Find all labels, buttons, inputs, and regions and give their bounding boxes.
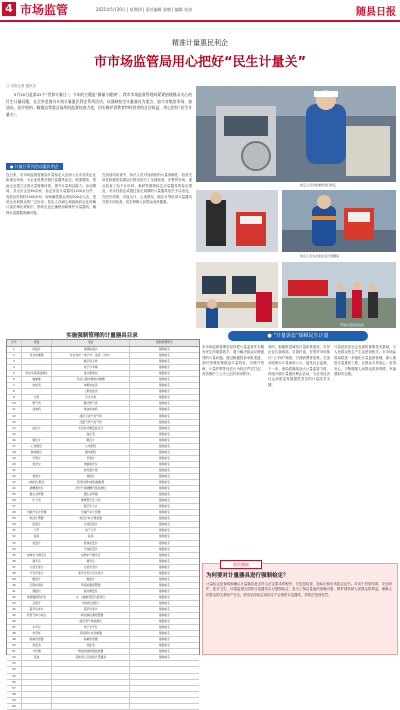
table-cell: 32 [7,534,22,539]
table-cell: 强制检定 [158,576,171,581]
table-cell: 动态公路车辆自动衡器 [52,377,130,382]
column-header: 序号 [7,340,22,346]
table-cell: 56 [7,680,22,685]
table-cell: 57 [7,686,22,691]
table-cell [52,698,130,703]
table-cell [22,667,53,672]
table-cell: 数字指示秤 [52,359,130,364]
table-cell: 26 [7,498,22,503]
table-cell: 电能表 [22,383,53,388]
table-cell [22,414,53,419]
table-cell: 强制检定 [158,510,171,515]
table-cell: 40 [7,583,22,588]
table-cell: 电子水平仪 [52,625,130,630]
photo-publicity [282,262,396,328]
table-cell: 强制检定 [158,649,171,654]
table-cell: 砝码 [22,534,53,539]
table-cell: 50 [7,643,22,648]
table-cell: 14 [7,426,22,431]
table-cell: 称重传感器 [52,637,130,642]
article-kicker: 精准计量惠民利企 [172,39,228,47]
article-column-4: 同时，积极推进诚信计量体系建设，引导企业自我承诺、自我约束，在集贸市场推行“公平秤”制度，方便消费者复核；在加油站推行计量承诺公示，接受社会监督。下一步，该局将继续加大计量监管力度，持续开展计量惠民利企活动，为全市经济社会高质量发展提供坚实的计量技术支撑。 [268,345,330,387]
table-cell [22,365,53,370]
table-cell: 28 [7,510,22,515]
table-cell [52,680,130,685]
table-cell: 强制检定 [158,558,171,563]
table-cell: 27 [7,504,22,509]
subhead-lawsuit: ● “计量诉讼”保障民生计量 [228,331,368,341]
table-cell: 火焰光度计 [52,565,130,570]
table-cell [52,674,130,679]
article-column-3: 市市场监督管理局坚持把计量监管作为服务民生的重要抓手，着力解决群众反映强烈的计量问题。通过畅通投诉举报渠道，及时受理处理群众计量投诉，对缺斤短两、计量作弊等违法行为依法严厉打击，有效维护了公平公正的市场秩序。 [202,345,264,377]
table-cell: 31 [7,528,22,533]
table-cell: 强制检定 [158,449,171,454]
article-byline: □ 本报记者 通讯员 [6,84,37,88]
table-cell: 有害气体分析仪 [22,613,53,618]
date-line: 2021年5月20日 | 星期四 | 责任编辑 张朝 | 编辑 宋涛 [96,7,193,12]
table-cell: 强制检定 [158,516,171,521]
table-title: 实施强制管理的计量器具目录 [66,333,138,339]
table-cell: 密度计 [22,522,53,527]
table-cell: 强制检定 [158,473,171,478]
table-cell: 强制检定 [158,552,171,557]
table-cell: 17 [7,444,22,449]
table-cell: 血压计 [22,426,53,431]
table-body [7,347,199,710]
table-cell: X射线诊断仪 [22,480,53,485]
table-cell: 膜式燃气表 [52,401,130,406]
table-cell: 电话计时计费装置 [52,516,130,521]
table-cell [22,504,53,509]
table-cell: 6 [7,377,22,382]
table-cell: 血压表 [52,432,130,437]
table-cell: 焦度计 [22,474,53,479]
table-cell: 超声功率计 [52,607,130,612]
table-cell [130,698,199,703]
table-cell: 47 [7,625,22,630]
table-cell: 21 [7,468,22,473]
table-cell: 电子天平 [52,528,130,533]
table-cell [22,468,53,473]
table-cell [52,667,130,672]
table-cell: 58 [7,692,22,697]
table-cell: 酒精测试仪 [22,486,53,491]
table-cell [22,619,53,624]
table-cell: 燃油加油机税控装置 [52,649,130,654]
table-cell: 强制检定 [158,467,171,472]
table-cell: 硫化氢气体检测仪 [52,619,130,624]
table-cell: 数字压力计 [52,504,130,509]
table-cell: 强制检定 [158,582,171,587]
photo-caption-2: 检定人员为企业检定计量器具 [300,254,340,258]
table-cell: 强制检定 [158,486,171,491]
newspaper-logo: 随县日报 [356,7,396,18]
table-cell: 热能表 [52,643,130,648]
table-cell: 强制检定 [158,570,171,575]
instruments-table [6,339,200,708]
table-cell: 声级计 [22,456,53,461]
table-cell: 弹簧管式压力表 [52,498,130,503]
table-cell: 23 [7,480,22,485]
table-cell: 22 [7,474,22,479]
table-cell: 强制检定 [158,437,171,442]
article-headline: 市市场监管局用心把好“民生计量关” [93,55,307,70]
table-cell: 强制检定 [158,371,171,376]
table-cell: 单相电能表 [52,383,130,388]
table-cell: 出租汽车计价器 [52,510,130,515]
table-cell: 砝码 [52,534,130,539]
table-cell: 1 [7,347,22,352]
table-cell: 34 [7,547,22,552]
section-title: 市场监管 [20,3,69,17]
table-cell: 电脑验光仪 [52,462,130,467]
table-cell: 三相电能表 [52,389,130,394]
table-cell: 电话计费器 [22,516,53,521]
table-cell: 水表 [22,395,53,400]
table-cell: 其他 [22,655,53,660]
related-link-title: 为何要对计量器具进行强制检定？ [206,573,289,579]
table-cell [52,692,130,697]
table-cell: 压缩天然气加气机 [52,420,130,425]
article-column-5: 计量是经济社会发展的重要技术基础，与人民群众的生产生活密切相关。市市场监管局将进一步强化计量监督管理，深入推进计量惠民工程，让群众买得放心、用得安心，不断增强人民群众的获得感、幸福感和安全感。 [334,345,396,377]
table-cell: 压力表 [22,498,53,503]
worker-photo-image [282,190,396,252]
table-cell: 酸度计 [52,577,130,582]
table-cell: 5 [7,371,22,376]
table-cell: 液体流量计 [52,541,130,546]
table-cell: 49 [7,637,22,642]
table-cell: 强制检定 [158,637,171,642]
table-cell: 非自动秤（电子秤、案秤、台秤） [52,353,130,358]
table-cell: 强制检定 [158,625,171,630]
table-cell [22,661,53,666]
table-cell: 甲烷检测报警器 [52,583,130,588]
column-header: 强制管理形式 [156,340,173,344]
table-cell: 强制检定 [158,359,171,364]
table-cell: 燃气表 [22,401,53,406]
table-cell: 脑电图仪 [52,450,130,455]
table-cell [22,547,53,552]
table-cell: 2 [7,353,22,358]
table-cell: 一氧化碳检测报警器 [52,613,130,618]
photo-fuel-dispenser [196,86,396,182]
table-cell: 强制检定 [158,492,171,497]
related-link-text: 计量检定是查明和确认计量器具是否符合法定要求的程序，它包括检查、加标记和出具检定证书。对用于贸易结算、安全防护、医疗卫生、环境监测方面的计量器具实行强制检定，是为了保证量值的准确可靠，维护国家和人民群众的利益，保障人民群众的生命财产安全。使用未经检定或检定不合格的计量器具，将依法受到处罚。 [206,582,392,597]
table-cell [22,389,53,394]
table-cell: 计价器 [22,649,53,654]
table-cell [130,674,199,679]
table-cell: 强制检定 [158,353,171,358]
table-cell: 30 [7,522,22,527]
table-cell: 11 [7,407,22,412]
table-cell: 强制检定 [158,504,171,509]
table-cell: 29 [7,516,22,521]
table-cell: 强制检定 [158,401,171,406]
table-cell: 酸度计 [22,577,53,582]
table-cell [22,680,53,685]
table-cell: 心电图仪 [22,444,53,449]
table-cell: 25 [7,492,22,497]
table-cell: 36 [7,559,22,564]
table-cell: 电子汽车衡 [52,365,130,370]
table-cell: 眼压计 [22,438,53,443]
table-cell: 谷物水分测定仪 [22,553,53,558]
column-header: 类别 [22,340,53,346]
table-cell: 38 [7,571,22,576]
table-cell: 验光仪 [22,462,53,467]
table-cell: 强制检定 [158,655,171,660]
table-cell: 16 [7,438,22,443]
table-cell: 非自动衡器 [22,353,53,358]
lead-paragraph: 5月20日是第22个“世界计量日”。今年的主题是“测量与健康”。我市市场监督管理局紧紧围绕群众关心的民生计量问题，在全市范围内开展计量惠民利企系列活动，以强制检定计量器具为重点，加大对集贸市场、加油站、医疗机构、眼镜店等重点场所的监督检查力度，切实维护消费者和经营者的合法权益，用心把好“民生计量关”。 [6,92,192,117]
table-cell: 焦度计 [52,474,130,479]
table-cell: 玻璃体温计 [52,347,130,352]
table-cell [22,420,53,425]
photo-office [196,262,278,328]
table-cell: 活度计 [22,601,53,606]
table-cell: 燃油加油机 [52,407,130,412]
table-cell [130,680,199,685]
table-cell: 超声功率计 [22,607,53,612]
table-cell: 强制检定 [158,594,171,599]
table-cell: 强制检定 [158,522,171,527]
table-cell: 强制检定 [158,480,171,485]
fuel-dispenser-photo-image [196,86,396,182]
table-cell: 44 [7,607,22,612]
table-cell [130,667,199,672]
table-cell: 强制检定 [158,619,171,624]
table-cell: 强制检定 [158,425,171,430]
table-cell: 强制检定 [158,607,171,612]
section-number: 4 [2,2,16,16]
table-cell: 强制检定 [158,377,171,382]
table-cell: 呼出气体酒精含量检测仪 [52,486,130,491]
table-cell: 43 [7,601,22,606]
table-cell: 心电图仪 [52,444,130,449]
table-cell: 体温计 [22,347,53,352]
table-cell: 强制检定 [158,395,171,400]
table-cell: 水平仪 [22,625,53,630]
table-cell: 强制检定 [158,419,171,424]
table-cell: 连续累计自动衡器 [52,631,130,636]
table-header-row [7,340,199,347]
photo-caption-3: 开展计量宣传活动 [340,323,365,327]
article-column-1: 连日来，市市场监督管理局计量检定人员深入全市各类企业和重点场所，为企业免费开展计量器具检定、校准服务，帮助企业建立完善计量管理体系，提升计量保证能力。活动期间，共走访企业60余家，检定各类计量器具1200余台件，发放宣传资料3000余份，现场解答群众咨询200余人次，受到企业和群众的广泛好评。检定人员耐心细致地向企业讲解计量法律法规知识，指导企业正确使用和维护计量器具，确保计量数据准确可靠。 [6,173,96,215]
table-cell: 19 [7,456,22,461]
table-cell: 强制检定 [158,389,171,394]
table-cell: 54 [7,667,22,672]
table-cell: 37 [7,565,22,570]
table-cell: 强制检定 [158,461,171,466]
table-cell: 强制检定 [158,455,171,460]
photo-inspection [196,190,278,252]
table-cell: 45 [7,613,22,618]
table-cell: 强制检定 [158,528,171,533]
table-cell: 24 [7,486,22,491]
photo-caption-1: 检定人员对加油机进行检定 [300,183,337,187]
office-photo-image [196,262,278,328]
table-cell: 石油密度计 [52,522,130,527]
table-cell: 强制检定 [158,413,171,418]
table-cell: 8 [7,389,22,394]
table-cell: 振动测量仪 [52,589,130,594]
table-cell: 13 [7,420,22,425]
table-cell: 紫外可见分光光度计 [52,571,130,576]
table-cell: 7 [7,383,22,388]
table-cell: 强制检定 [158,588,171,593]
table-cell: 强制检定 [158,534,171,539]
table-cell [22,359,53,364]
table-cell: 出租汽车计价器 [22,510,53,515]
table-cell: 测振仪 [22,589,53,594]
photo-worker [282,190,396,252]
table-cell: 52 [7,655,22,660]
table-cell: 液化石油气加气机 [52,414,130,419]
table-cell: 12 [7,414,22,419]
publicity-photo-image [282,262,396,328]
table-cell: 53 [7,661,22,666]
table-cell [22,674,53,679]
table-cell: 20 [7,462,22,467]
table-row [7,704,199,710]
column-header: 项目 [52,340,130,346]
table-cell: 强制检定 [158,643,171,648]
table-cell: 测汞仪 [52,559,130,564]
table-cell: 3 [7,359,22,364]
table-cell: 强制检定 [158,564,171,569]
table-cell: 强制检定 [158,600,171,605]
table-cell: 59 [7,698,22,703]
table-cell: 雷达测速仪 [52,371,130,376]
table-cell [22,698,53,703]
table-cell: 火焰光度计 [22,565,53,570]
table-cell: 强制检定 [158,383,171,388]
table-cell: 瓦斯检测仪 [22,583,53,588]
table-cell [52,661,130,666]
table-cell [22,432,53,437]
page-header [0,0,400,22]
table-cell: 脑电图仪 [22,450,53,455]
table-cell: 55 [7,674,22,679]
table-cell: 60 [7,704,22,709]
table-cell: 强制检定 [158,431,171,436]
table-cell: 气体流量计 [52,547,130,552]
subhead-activities: ● 计量日系列活动惠民利企 [6,163,63,170]
table-cell: 放射性活度计 [52,601,130,606]
table-cell: 其他列入目录的计量器具 [52,655,130,660]
table-cell: 天平 [22,528,53,533]
table-cell [22,692,53,697]
table-cell: 烟尘采样器 [52,492,130,497]
table-cell: 33 [7,541,22,546]
table-cell: 分光光度计 [22,571,53,576]
table-cell: 热量表 [22,643,53,648]
table-cell: 42 [7,595,22,600]
table-cell [52,686,130,691]
table-cell [22,686,53,691]
table-cell: 强制检定 [158,613,171,618]
table-cell [130,692,199,697]
table-cell: 机动车超速监测仪 [22,371,53,376]
table-cell: 18 [7,450,22,455]
table-cell: 皮带秤 [22,631,53,636]
table-cell [22,704,53,709]
table-cell: 强制检定 [158,365,171,370]
table-cell: 强制检定 [158,443,171,448]
table-cell: 称重传感器 [22,637,53,642]
table-cell: 无创自动测量血压计 [52,426,130,431]
table-cell: 强制检定 [158,631,171,636]
related-link-tag: 相关链接 [220,560,262,569]
table-cell: 眼压计 [52,438,130,443]
table-cell: 验光镜片组 [52,468,130,473]
table-cell: 轴重衡 [22,377,53,382]
table-cell: 测汞仪 [22,559,53,564]
table-cell: X、γ辐射剂量当量率仪 [52,595,130,600]
table-cell: 4 [7,365,22,370]
table-cell: 强制检定 [158,498,171,503]
table-cell: 烟尘采样器 [22,492,53,497]
article-column-2: 在加油站检查中，执法人员对加油机的计量准确性、铅封完好性和税控装置运行情况进行了全面检查。在集贸市场，重点检查了电子计价秤、案秤等强制检定计量器具的检定情况，对未经检定或超过检定周期的计量器具依法予以查处。在医疗机构，对血压计、心电图仪、眼压计等医用计量器具开展专项检查，切实保障人民群众身体健康。 [102,173,192,205]
table-cell: 35 [7,553,22,558]
table-cell: 强制检定 [158,546,171,551]
table-cell [130,661,199,666]
table-cell: 46 [7,619,22,624]
table-cell: 强制检定 [158,540,171,545]
table-cell: 加油机 [22,407,53,412]
table-cell: 医用诊断X射线辐射源 [52,480,130,485]
table-cell: 48 [7,631,22,636]
table-cell: 9 [7,395,22,400]
table-cell: 10 [7,401,22,406]
table-cell [52,704,130,709]
table-cell: 强制检定 [158,347,171,351]
table-cell: 51 [7,649,22,654]
table-cell: 谷物水分测定仪 [52,553,130,558]
table-cell [130,704,199,709]
table-cell: 冷水水表 [52,395,130,400]
inspection-photo-image [196,190,278,252]
table-cell: 流量计 [22,541,53,546]
table-cell: 15 [7,432,22,437]
table-cell [130,686,199,691]
table-cell: 39 [7,577,22,582]
table-cell: 电离辐射防护仪 [22,595,53,600]
table-cell: 强制检定 [158,407,171,412]
table-cell: 41 [7,589,22,594]
table-cell: 声级计 [52,456,130,461]
